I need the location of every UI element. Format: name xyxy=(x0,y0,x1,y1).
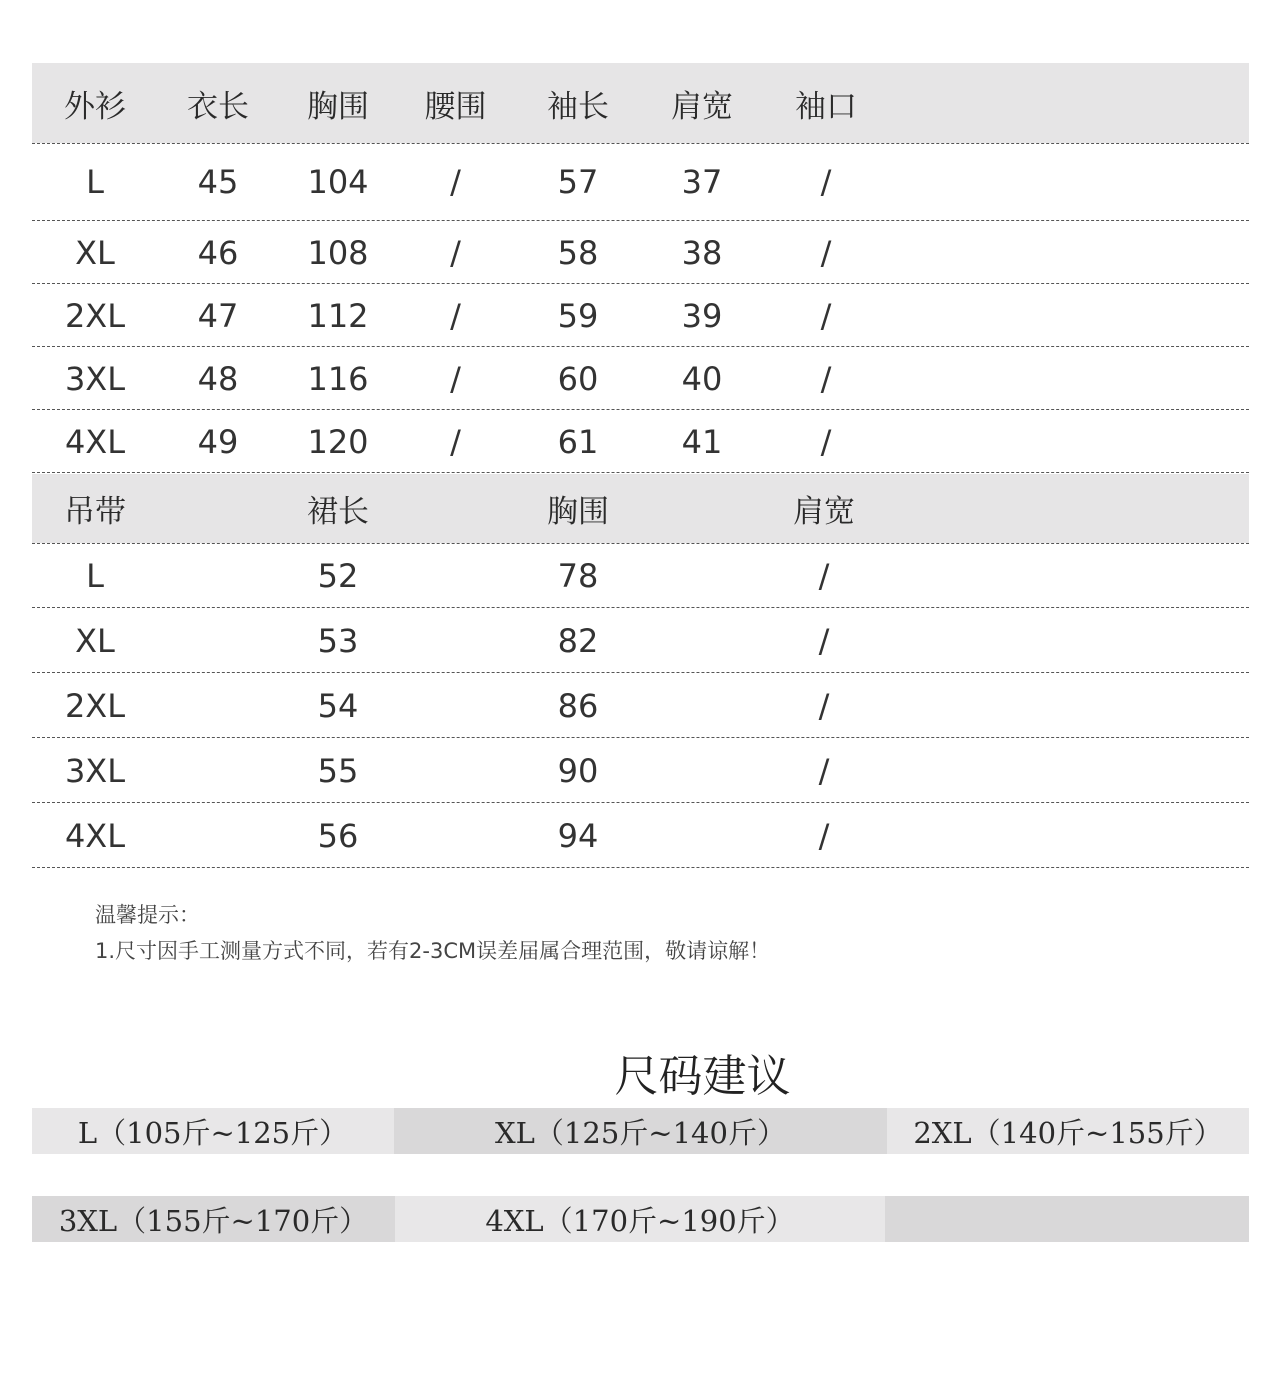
suggestion-cell: L（105斤~125斤） xyxy=(32,1108,394,1154)
header-cell: 裙长 xyxy=(307,494,369,530)
table-cell: / xyxy=(820,422,832,461)
table-row xyxy=(32,738,1249,803)
header-cell: 肩宽 xyxy=(671,88,733,125)
table-cell: 112 xyxy=(307,296,369,335)
row-divider xyxy=(32,737,1249,738)
table-cell: 86 xyxy=(557,686,599,725)
suggestion-cell: 4XL（170斤~190斤） xyxy=(395,1196,885,1242)
header-cell: 吊带 xyxy=(64,494,126,530)
table-row xyxy=(32,347,1249,410)
row-divider xyxy=(32,802,1249,803)
table-cell: L xyxy=(86,557,104,595)
suggestion-row xyxy=(32,1196,1249,1242)
table-cell: 60 xyxy=(557,359,599,398)
table-cell: 45 xyxy=(197,163,239,201)
header-cell: 外衫 xyxy=(64,88,126,125)
row-divider xyxy=(32,220,1249,221)
cami-header-row xyxy=(32,474,1249,543)
header-cell: 袖长 xyxy=(547,88,609,125)
table-cell: 2XL xyxy=(64,686,126,725)
notes-block xyxy=(95,897,770,969)
table-cell: L xyxy=(86,163,104,201)
table-cell: 57 xyxy=(557,163,599,201)
row-divider xyxy=(32,283,1249,284)
table-cell: 2XL xyxy=(64,296,126,335)
table-cell: 120 xyxy=(307,422,369,461)
table-cell: 116 xyxy=(307,359,369,398)
suggestion-cell: 3XL（155斤~170斤） xyxy=(32,1196,395,1242)
table-cell: 46 xyxy=(197,233,239,272)
table-cell: 59 xyxy=(557,296,599,335)
table-cell: XL xyxy=(75,233,115,272)
table-cell: 38 xyxy=(681,233,723,272)
table-row xyxy=(32,144,1249,220)
jacket-header-row xyxy=(32,63,1249,143)
table-cell: 4XL xyxy=(64,816,126,855)
table-row xyxy=(32,608,1249,673)
table-cell: / xyxy=(450,163,461,201)
table-row xyxy=(32,410,1249,473)
table-cell: / xyxy=(820,296,832,335)
table-cell: 52 xyxy=(317,557,359,595)
table-cell: 55 xyxy=(317,751,359,790)
table-cell: 48 xyxy=(197,359,239,398)
table-cell: / xyxy=(818,816,830,855)
row-divider xyxy=(32,672,1249,673)
jacket-size-table xyxy=(32,63,1249,143)
header-cell: 胸围 xyxy=(307,88,369,125)
table-cell: / xyxy=(450,296,461,335)
table-cell: 53 xyxy=(317,621,359,660)
table-cell: 108 xyxy=(307,233,369,272)
row-divider xyxy=(32,607,1249,608)
table-row xyxy=(32,673,1249,738)
table-cell: 78 xyxy=(557,557,599,595)
table-cell: 47 xyxy=(197,296,239,335)
table-cell: 40 xyxy=(681,359,723,398)
suggestion-cell: XL（125斤~140斤） xyxy=(394,1108,887,1154)
table-row xyxy=(32,221,1249,284)
table-cell: 37 xyxy=(681,163,723,201)
row-divider xyxy=(32,472,1249,473)
suggestion-row xyxy=(32,1108,1249,1154)
table-cell: 56 xyxy=(317,816,359,855)
table-cell: 58 xyxy=(557,233,599,272)
table-cell: / xyxy=(450,422,461,461)
header-cell: 胸围 xyxy=(547,494,609,530)
notes-line: 1.尺寸因手工测量方式不同，若有2-3CM误差届属合理范围，敬请谅解！ xyxy=(95,939,771,963)
table-row xyxy=(32,803,1249,868)
table-cell: / xyxy=(818,621,830,660)
header-cell: 肩宽 xyxy=(793,494,855,530)
table-cell: / xyxy=(450,359,461,398)
header-cell: 袖口 xyxy=(795,88,857,125)
header-cell: 腰围 xyxy=(424,88,487,125)
notes-title: 温馨提示： xyxy=(95,903,200,927)
table-row xyxy=(32,284,1249,347)
row-divider xyxy=(32,346,1249,347)
row-divider xyxy=(32,867,1249,868)
table-cell: 39 xyxy=(681,296,723,335)
table-cell: 3XL xyxy=(64,359,126,398)
table-cell: / xyxy=(820,359,832,398)
table-cell: 4XL xyxy=(64,422,126,461)
table-row xyxy=(32,544,1249,608)
table-cell: / xyxy=(450,233,461,272)
table-cell: 94 xyxy=(557,816,599,855)
table-cell: 49 xyxy=(197,422,239,461)
table-cell: / xyxy=(820,233,832,272)
table-cell: 41 xyxy=(681,422,723,461)
table-cell: 90 xyxy=(557,751,599,790)
cami-size-table xyxy=(32,474,1249,543)
table-cell: / xyxy=(820,163,832,201)
table-cell: / xyxy=(818,686,830,725)
table-cell: 61 xyxy=(557,422,599,461)
table-cell: XL xyxy=(75,621,115,660)
table-cell: 54 xyxy=(317,686,359,725)
size-suggestion-title: 尺码建议 xyxy=(614,1051,791,1102)
suggestion-cell: 2XL（140斤~155斤） xyxy=(887,1108,1249,1154)
row-divider xyxy=(32,409,1249,410)
table-cell: / xyxy=(818,557,830,595)
table-cell: 104 xyxy=(307,163,369,201)
header-cell: 衣长 xyxy=(187,88,249,125)
table-cell: / xyxy=(818,751,830,790)
suggestion-cell xyxy=(885,1196,1249,1242)
table-cell: 82 xyxy=(557,621,599,660)
table-cell: 3XL xyxy=(64,751,126,790)
